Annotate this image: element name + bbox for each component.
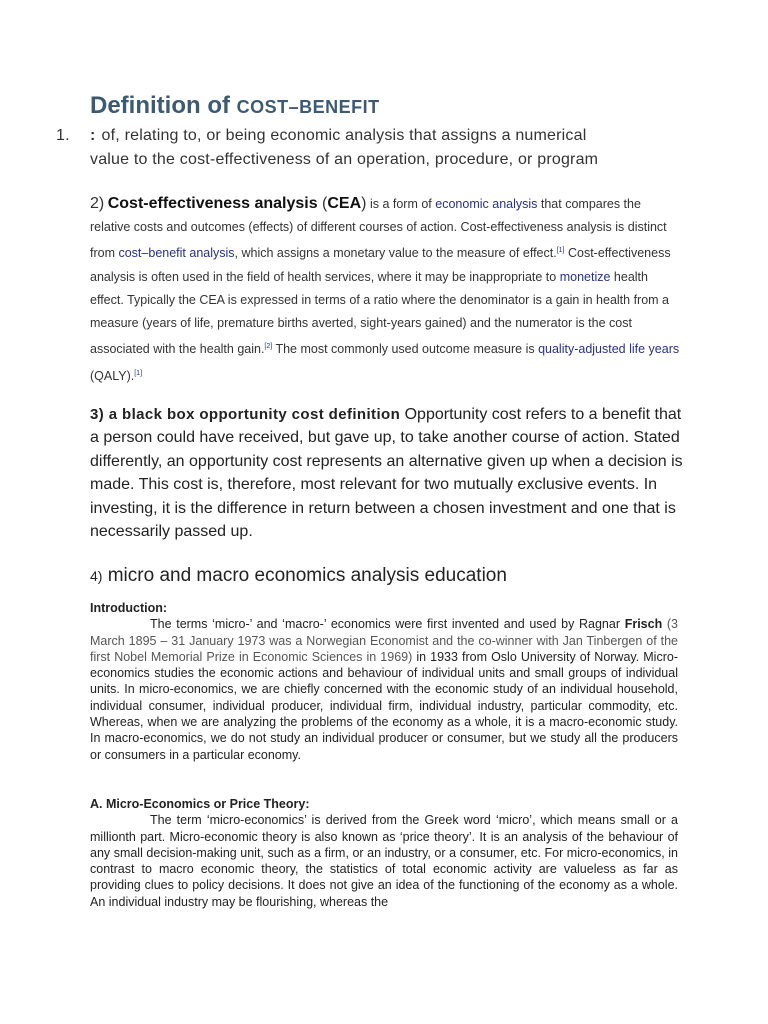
definition-1 [56,124,696,172]
definition-line-2: value to the cost-effectiveness of an operation, procedure, or program [90,151,599,168]
title-prefix: Definition of [90,92,237,119]
definition-line-1: of, relating to, or being economic analysis that assigns a numerical [101,127,587,144]
page-title [90,92,380,120]
title-caps: COST–BENEFIT [236,97,380,117]
introduction-aside: (3 March 1895 – 31 January 1973 was a Norwegian Economist and the co-winner with Jan Tinbergen of the first Nobel Memorial Prize in Economic Sciences in 1969) [90,617,678,664]
section-2-paren-open: ( [317,195,328,212]
definition-colon: : [90,127,96,144]
section-2-text: is a form of [366,197,436,211]
micro-economics-paragraph [90,812,678,910]
section-2-text: that compares the relative costs and outcomes (effects) of different courses of action. Cost-effectiveness analysis is distinct from [90,197,667,261]
micro-economics-section [90,796,678,910]
section-opportunity-cost [90,403,690,543]
section-2-text: Cost-effectiveness analysis is often used in the field of health services, where it may be inappropriate to [90,246,671,284]
introduction-heading: Introduction: [90,601,168,615]
section-4-title: micro and macro economics analysis education [102,565,507,586]
section-2-abbr: CEA [327,195,362,212]
section-4-heading [90,565,507,587]
link-economic-analysis[interactable]: economic analysis [435,197,538,211]
section-2-heading: Cost-effectiveness analysis [107,195,318,212]
introduction-paragraph [90,616,678,763]
introduction-text-rest: in 1933 from Oslo University of Norway. Micro-economics studies the economic actions and behaviour of individual units and small groups of individual units. In micro-economics, we are chiefly concerned with the economic study of an individual household, individual consumer, individual producer, individual firm, individual industry, particular commodity, etc. Whereas, when we are analyzing the problems of the economy as a whole, it is a macro-economic study. In macro-economics, we do not study an individual producer or consumer, but we study all the producers or consumers in a particular economy. [90,649,678,762]
section-4-number: 4) [90,568,103,584]
link-cost-benefit-analysis[interactable]: cost–benefit analysis [118,246,235,261]
reference-2[interactable]: [2] [264,343,273,351]
section-3-text: Opportunity cost refers to a benefit that a person could have received, but gave up, to take another course of action. Stated differently, an opportunity cost represents an alternative given up when a decision is made. This cost is, therefore, most relevant for two mutually exclusive events. In investing, it is the difference in return between a chosen investment and one that is necessarily passed up. [90,406,683,541]
introduction-text: The terms ‘micro-’ and ‘macro-’ economics were first invented and used by Ragnar [150,617,625,632]
section-2-number: 2) [90,195,105,212]
section-2-paren-close: ) [361,195,367,212]
section-2-text: The most commonly used outcome measure is [272,342,539,357]
definition-number: 1. [56,127,70,144]
link-monetize[interactable]: monetize [559,269,611,284]
micro-economics-heading: A. Micro-Economics or Price Theory: [90,797,310,811]
section-2-text: health effect. Typically the CEA is expressed in terms of a ratio where the denominator is a gain in health from a measure (years of life, premature births averted, sight-years gained) and the numerator is the cost associated with the health gain. [90,269,670,357]
section-cost-effectiveness [90,192,680,388]
section-3-heading: 3) a black box opportunity cost definition [90,406,401,423]
section-2-text: (QALY). [90,368,135,383]
reference-1[interactable]: [1] [556,247,565,255]
reference-1-repeat[interactable]: [1] [134,369,143,377]
link-qaly[interactable]: quality-adjusted life years [538,342,680,357]
micro-economics-text: The term ‘micro-economics’ is derived from the Greek word ‘micro’, which means small or a millionth part. Micro-economic theory is also known as ‘price theory’. It is an analysis of the behaviour of any small decision-making unit, such as a firm, or an industry, or a consumer, etc. For micro-economics, in contrast to macro economic theory, the statistics of total economic activity are valueless as far as providing clues to policy decisions. It does not give an idea of the functioning of the economy as a whole. An individual industry may be flourishing, whereas the [90,813,678,909]
introduction-section [90,600,678,763]
introduction-name: Frisch [624,617,663,632]
section-2-text: , which assigns a monetary value to the measure of effect. [234,246,557,261]
